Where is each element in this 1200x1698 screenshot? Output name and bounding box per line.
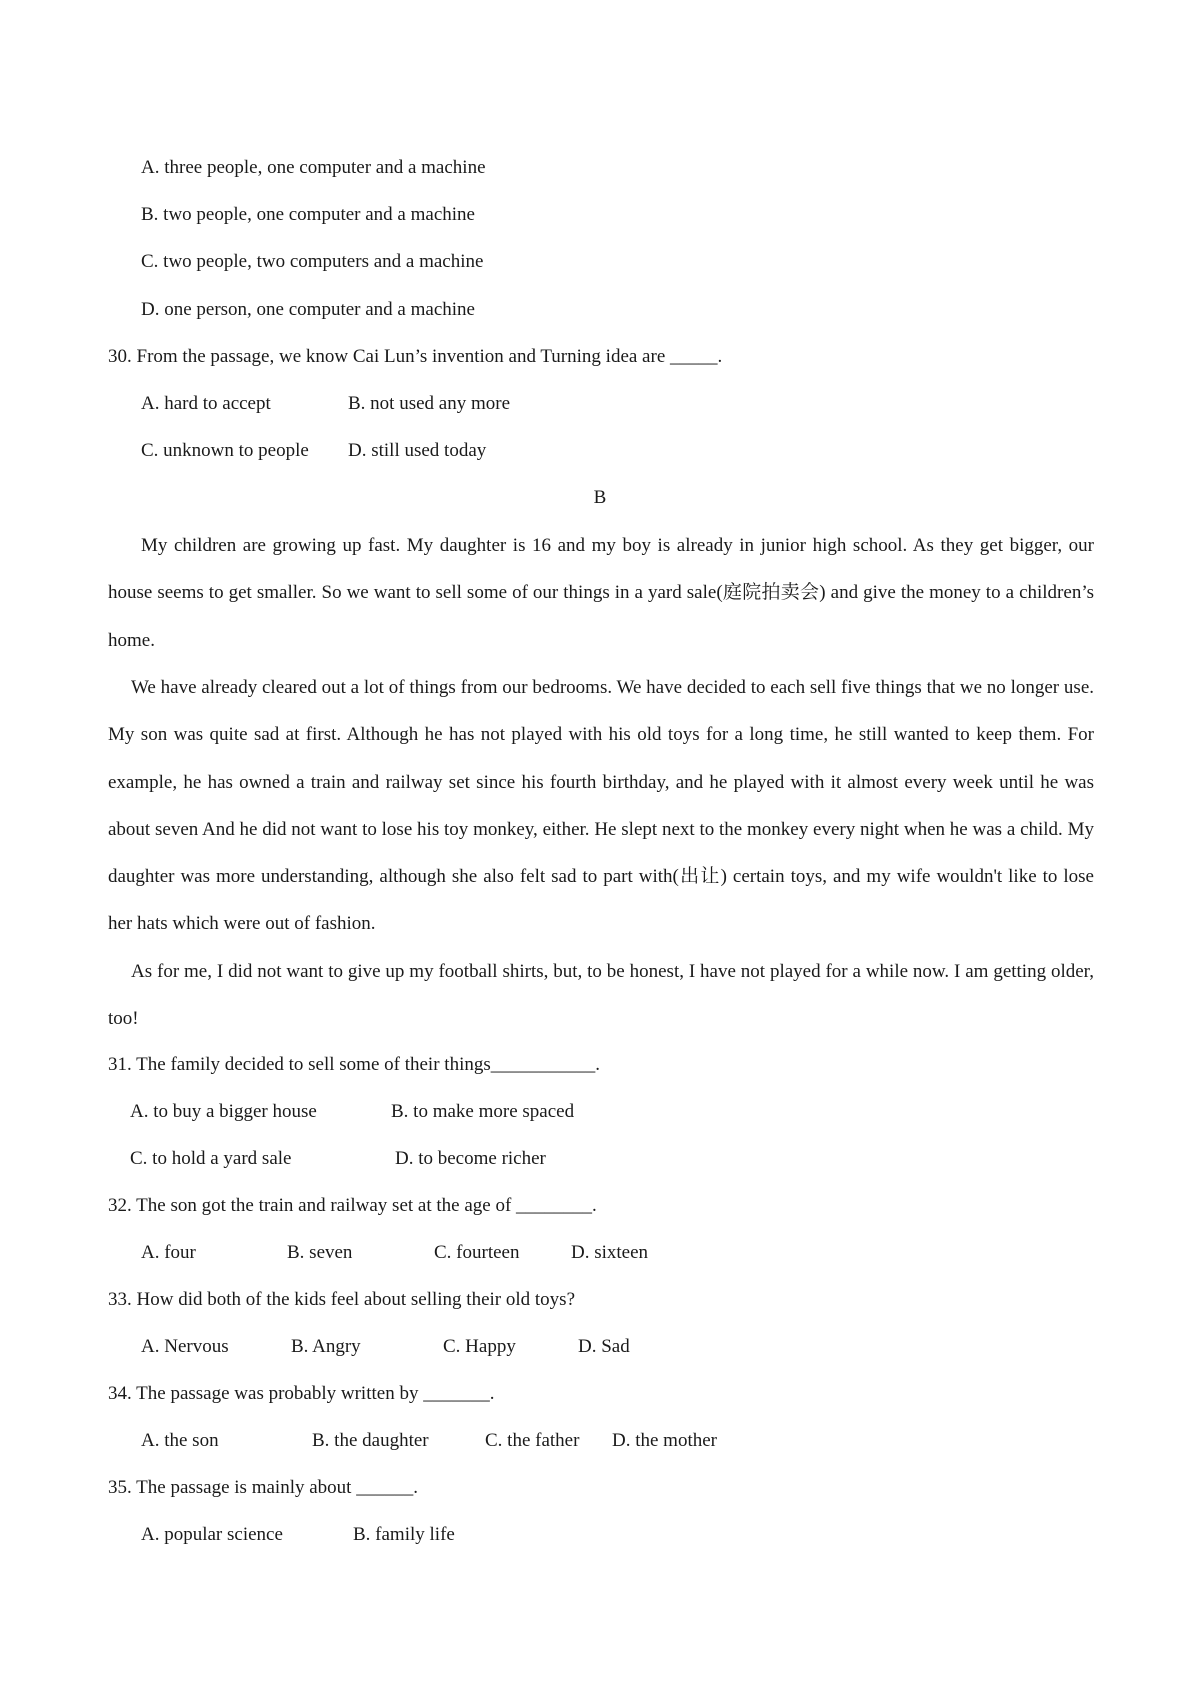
passage-paragraph-1: My children are growing up fast. My daughter is 16 and my boy is already in junior high school. As they get bigger, our house seems to get smaller. So we want to sell some of our things in a yard sale(庭院拍卖会) and give the money to a children’s home. — [108, 535, 1094, 651]
q35-question: 35. The passage is mainly about ______. — [108, 1477, 418, 1498]
q34-option-b: B. the daughter — [312, 1430, 429, 1451]
q34-question: 34. The passage was probably written by _______. — [108, 1383, 495, 1404]
q30-option-a: A. hard to accept — [141, 393, 271, 414]
q31-option-c: C. to hold a yard sale — [130, 1148, 292, 1169]
q30-option-d: D. still used today — [348, 440, 487, 461]
q31-option-a: A. to buy a bigger house — [130, 1101, 317, 1122]
q33-option-b: B. Angry — [291, 1336, 361, 1357]
q29-option-c: C. two people, two computers and a machine — [141, 251, 484, 272]
q33-option-d: D. Sad — [578, 1336, 630, 1357]
q33-option-c: C. Happy — [443, 1336, 516, 1357]
q32-option-d: D. sixteen — [571, 1242, 649, 1263]
q34-option-d: D. the mother — [612, 1430, 718, 1451]
section-b-title: B — [593, 487, 607, 508]
q34-option-c: C. the father — [485, 1430, 580, 1451]
q29-option-a: A. three people, one computer and a machine — [141, 157, 486, 178]
q31-option-b: B. to make more spaced — [391, 1101, 575, 1122]
q30-option-c: C. unknown to people — [141, 440, 309, 461]
passage-paragraph-3: As for me, I did not want to give up my football shirts, but, to be honest, I have not played for a while now. I am getting older, too! — [108, 961, 1094, 1030]
q30-option-b: B. not used any more — [348, 393, 511, 414]
passage-paragraph-2: We have already cleared out a lot of things from our bedrooms. We have decided to each sell five things that we no longer use. My son was quite sad at first. Although he has not played with his old toys for a long time, he still wanted to keep them. For example, he has owned a train and railway set since his fourth birthday, and he played with it almost every week until he was about seven And he did not want to lose his toy monkey, either. He slept next to the monkey every night when he was a child. My daughter was more understanding, although she also felt sad to part with(出让) certain toys, and my wife wouldn't like to lose her hats which were out of fashion. — [108, 677, 1094, 935]
q29-option-d: D. one person, one computer and a machine — [141, 299, 475, 320]
q31-option-d: D. to become richer — [395, 1148, 546, 1169]
q33-question: 33. How did both of the kids feel about selling their old toys? — [108, 1289, 576, 1310]
q32-question: 32. The son got the train and railway set at the age of ________. — [108, 1195, 597, 1216]
q33-option-a: A. Nervous — [141, 1336, 229, 1357]
q32-option-c: C. fourteen — [434, 1242, 520, 1263]
q35-option-a: A. popular science — [141, 1524, 283, 1545]
q35-option-b: B. family life — [353, 1524, 455, 1545]
q31-question: 31. The family decided to sell some of their things___________. — [108, 1054, 600, 1075]
q32-option-b: B. seven — [287, 1242, 353, 1263]
q32-option-a: A. four — [141, 1242, 196, 1263]
q34-option-a: A. the son — [141, 1430, 219, 1451]
q30-question: 30. From the passage, we know Cai Lun’s invention and Turning idea are _____. — [108, 346, 723, 367]
q29-option-b: B. two people, one computer and a machine — [141, 204, 475, 225]
